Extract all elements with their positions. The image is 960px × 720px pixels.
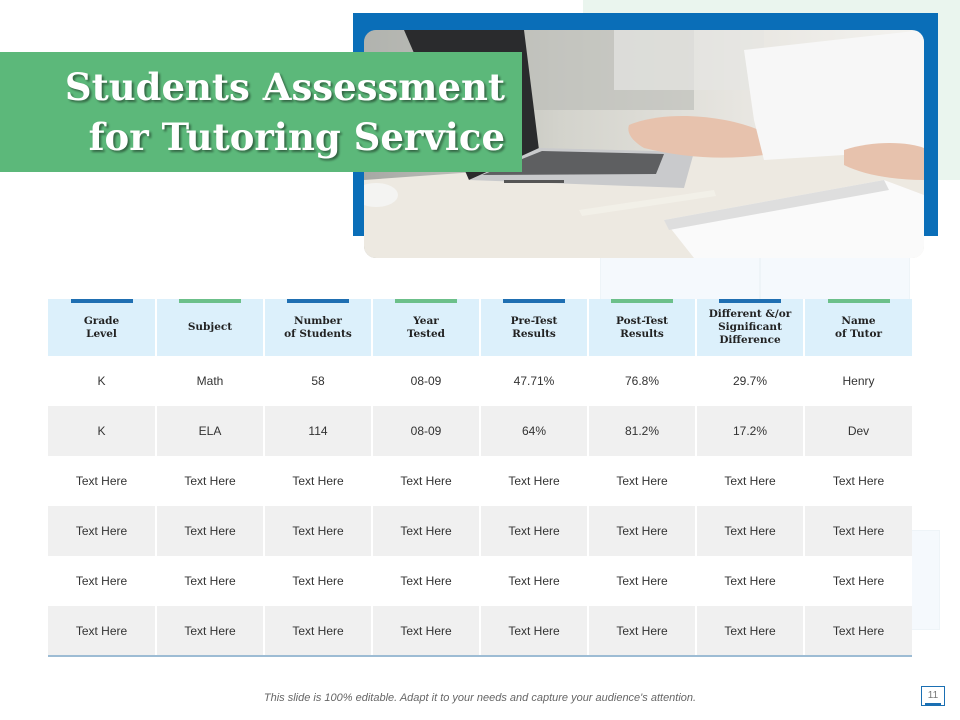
table-cell: Text Here bbox=[804, 606, 912, 656]
title-line-1: Students Assessment bbox=[64, 65, 505, 109]
table-cell: Text Here bbox=[48, 556, 156, 606]
header-label: Number of Students bbox=[284, 314, 352, 340]
table-row bbox=[48, 606, 912, 656]
header-name-of-tutor bbox=[804, 299, 912, 356]
table-cell: Math bbox=[156, 356, 264, 406]
table-cell: Text Here bbox=[264, 606, 372, 656]
header-pre-test-results bbox=[480, 299, 588, 356]
table-cell: K bbox=[48, 356, 156, 406]
header-grade-level bbox=[48, 299, 156, 356]
table-cell: ELA bbox=[156, 406, 264, 456]
header-label: Subject bbox=[187, 321, 233, 333]
table-cell: 17.2% bbox=[696, 406, 804, 456]
table-cell: Text Here bbox=[264, 556, 372, 606]
table-header-row bbox=[48, 299, 912, 356]
table-cell: 64% bbox=[480, 406, 588, 456]
table-cell: Text Here bbox=[372, 556, 480, 606]
table-cell: Text Here bbox=[372, 506, 480, 556]
header-label: Name of Tutor bbox=[834, 314, 883, 340]
header-accent-bar bbox=[719, 299, 781, 303]
table-cell: Text Here bbox=[588, 556, 696, 606]
table-cell: Text Here bbox=[480, 556, 588, 606]
header-accent-bar bbox=[395, 299, 457, 303]
table-cell: 08-09 bbox=[372, 356, 480, 406]
table-cell: Henry bbox=[804, 356, 912, 406]
table-cell: 76.8% bbox=[588, 356, 696, 406]
table-cell: Text Here bbox=[696, 506, 804, 556]
header-difference bbox=[696, 299, 804, 356]
table-cell: Text Here bbox=[48, 456, 156, 506]
table-cell: Text Here bbox=[264, 506, 372, 556]
table-cell: Text Here bbox=[480, 606, 588, 656]
table-cell: Text Here bbox=[480, 456, 588, 506]
header-accent-bar bbox=[503, 299, 565, 303]
table-cell: 08-09 bbox=[372, 406, 480, 456]
header-post-test-results bbox=[588, 299, 696, 356]
table-cell: Text Here bbox=[696, 456, 804, 506]
table-cell: Text Here bbox=[264, 456, 372, 506]
table-row bbox=[48, 406, 912, 456]
table-cell: 58 bbox=[264, 356, 372, 406]
table-cell: Dev bbox=[804, 406, 912, 456]
header-accent-bar bbox=[611, 299, 673, 303]
page-number: 11 bbox=[921, 686, 945, 706]
header-accent-bar bbox=[179, 299, 241, 303]
header-subject bbox=[156, 299, 264, 356]
table-cell: Text Here bbox=[48, 606, 156, 656]
page-number-accent bbox=[925, 703, 941, 706]
table-row bbox=[48, 506, 912, 556]
table-cell: Text Here bbox=[156, 556, 264, 606]
table-cell: Text Here bbox=[156, 606, 264, 656]
table-cell: 47.71% bbox=[480, 356, 588, 406]
table-cell: 29.7% bbox=[696, 356, 804, 406]
slide-title bbox=[65, 62, 505, 162]
table-cell: 81.2% bbox=[588, 406, 696, 456]
table-cell: K bbox=[48, 406, 156, 456]
table-cell: Text Here bbox=[696, 606, 804, 656]
header-accent-bar bbox=[287, 299, 349, 303]
table-cell: Text Here bbox=[372, 606, 480, 656]
table-cell: Text Here bbox=[804, 556, 912, 606]
table-row bbox=[48, 456, 912, 506]
table-cell: Text Here bbox=[156, 506, 264, 556]
table-cell: Text Here bbox=[804, 456, 912, 506]
table-cell: Text Here bbox=[588, 456, 696, 506]
title-line-2: for Tutoring Service bbox=[88, 115, 505, 159]
header-label: Pre-Test Results bbox=[510, 314, 558, 340]
table-cell: 114 bbox=[264, 406, 372, 456]
header-label: Grade Level bbox=[83, 314, 120, 340]
footer-note: This slide is 100% editable. Adapt it to your needs and capture your audience's attention. bbox=[263, 692, 697, 704]
table-cell: Text Here bbox=[588, 606, 696, 656]
table-cell: Text Here bbox=[480, 506, 588, 556]
table-cell: Text Here bbox=[48, 506, 156, 556]
table-cell: Text Here bbox=[156, 456, 264, 506]
table-body bbox=[48, 356, 912, 656]
table-cell: Text Here bbox=[696, 556, 804, 606]
header-label: Different &/or Significant Difference bbox=[708, 308, 792, 346]
table-row bbox=[48, 556, 912, 606]
title-banner bbox=[0, 52, 522, 172]
header-year-tested bbox=[372, 299, 480, 356]
header-accent-bar bbox=[828, 299, 890, 303]
table-row bbox=[48, 356, 912, 406]
header-label: Year Tested bbox=[406, 314, 446, 340]
table-cell: Text Here bbox=[372, 456, 480, 506]
table-cell: Text Here bbox=[588, 506, 696, 556]
header-accent-bar bbox=[71, 299, 133, 303]
header-number-of-students bbox=[264, 299, 372, 356]
assessment-table bbox=[48, 299, 912, 657]
table-cell: Text Here bbox=[804, 506, 912, 556]
header-label: Post-Test Results bbox=[615, 314, 669, 340]
